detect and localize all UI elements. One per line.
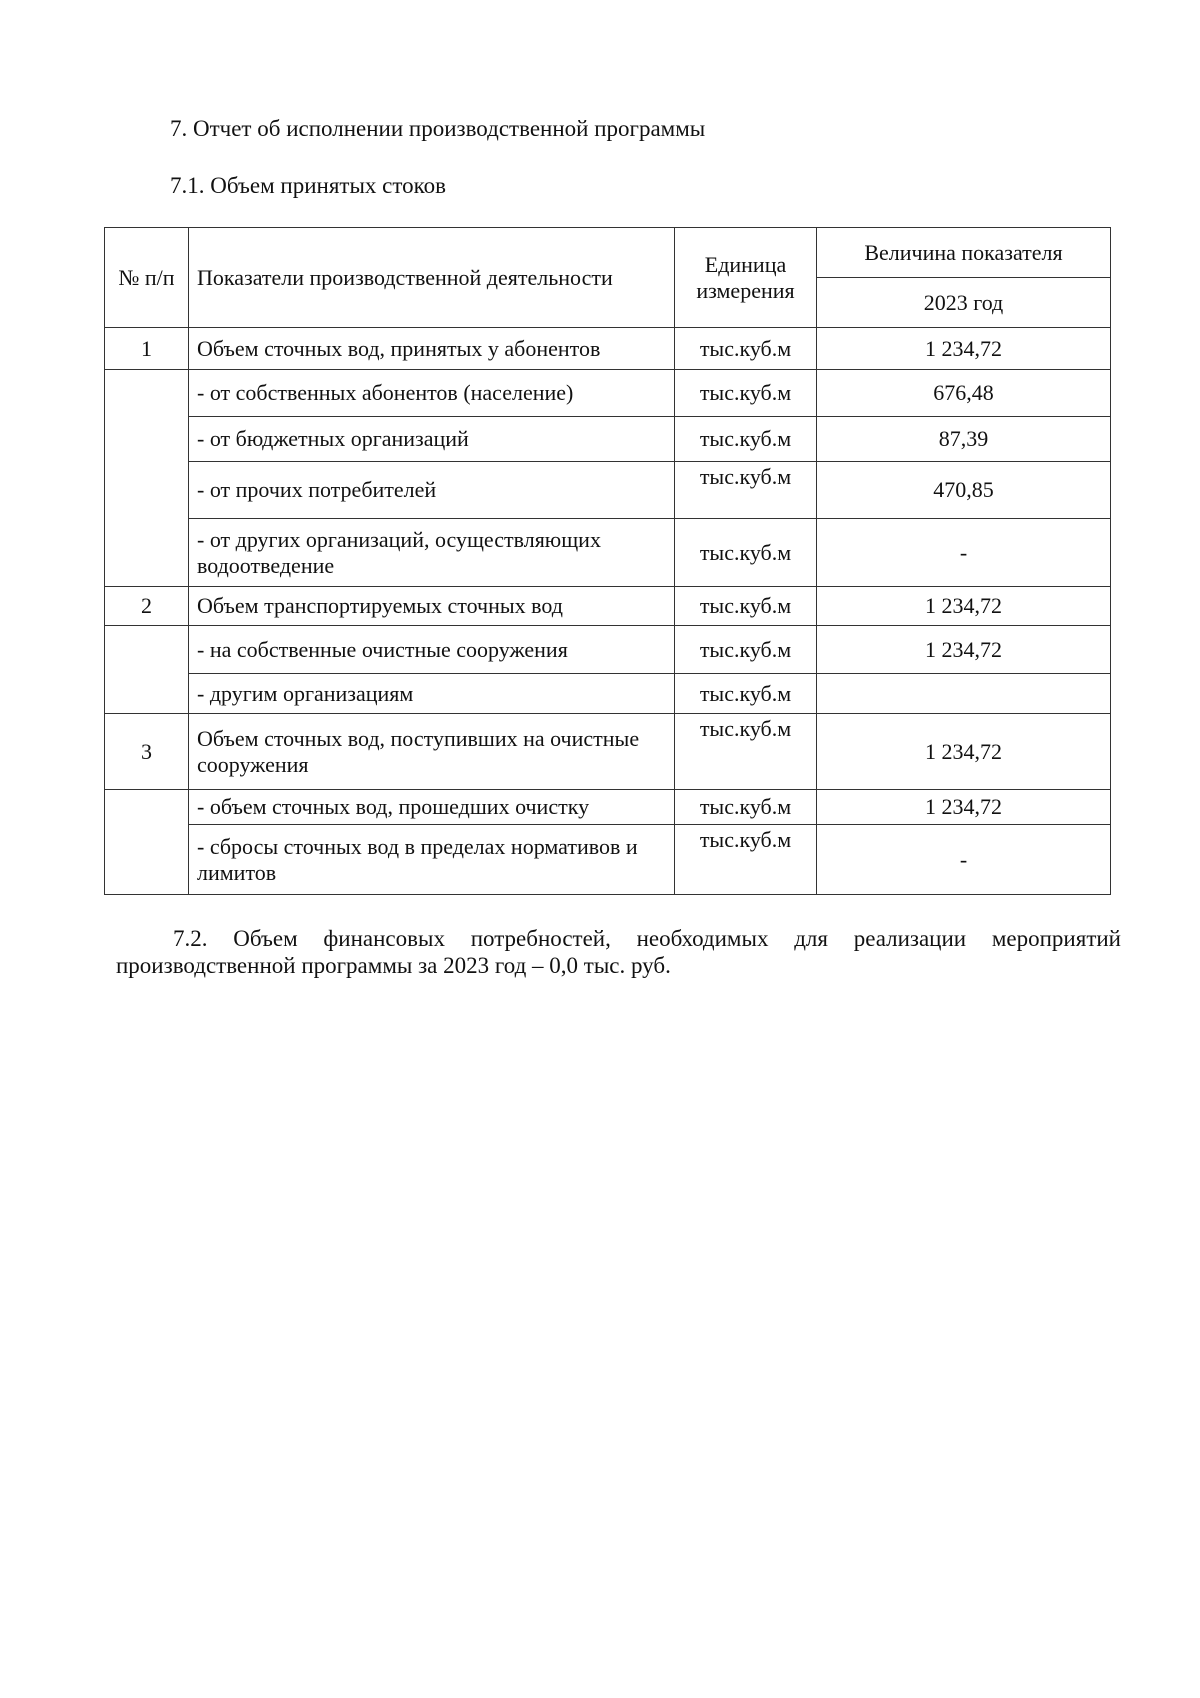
header-indicator: Показатели производственной деятельности [189, 228, 675, 328]
table-row [105, 626, 1111, 674]
row-name: Объем сточных вод, принятых у абонентов [189, 328, 675, 370]
row-num: 1 [105, 328, 189, 370]
row-unit: тыс.куб.м [675, 417, 817, 462]
table-row [105, 462, 1111, 519]
row-name: Объем сточных вод, поступивших на очистные сооружения [189, 714, 675, 790]
row-unit: тыс.куб.м [675, 587, 817, 626]
row-num [105, 626, 189, 714]
row-value: 1 234,72 [817, 714, 1111, 790]
table-row [105, 519, 1111, 587]
financial-needs-paragraph: 7.2. Объем финансовых потребностей, необходимых для реализации мероприятий производственной программы за 2023 год – 0,0 тыс. руб. [116, 926, 1121, 978]
row-unit: тыс.куб.м [675, 328, 817, 370]
table-row [105, 328, 1111, 370]
row-unit: тыс.куб.м [675, 462, 817, 519]
subsection-heading: 7.1. Объем принятых стоков [170, 173, 446, 198]
row-name: - от других организаций, осуществляющих водоотведение [189, 519, 675, 587]
row-unit: тыс.куб.м [675, 825, 817, 895]
row-unit: тыс.куб.м [675, 790, 817, 825]
table-row [105, 825, 1111, 895]
row-name: - сбросы сточных вод в пределах нормативов и лимитов [189, 825, 675, 895]
row-unit: тыс.куб.м [675, 674, 817, 714]
row-num: 3 [105, 714, 189, 790]
row-value: 1 234,72 [817, 328, 1111, 370]
row-value [817, 674, 1111, 714]
header-unit-line2: измерения [696, 277, 795, 303]
table-row [105, 674, 1111, 714]
row-value: - [817, 519, 1111, 587]
header-unit-line1: Единица [704, 251, 787, 277]
table-row [105, 417, 1111, 462]
table-row [105, 790, 1111, 825]
row-value: 1 234,72 [817, 790, 1111, 825]
row-value: 470,85 [817, 462, 1111, 519]
row-value: 87,39 [817, 417, 1111, 462]
table-row [105, 714, 1111, 790]
header-year: 2023 год [817, 278, 1111, 328]
table-header-row [105, 228, 1111, 278]
row-value: 676,48 [817, 370, 1111, 417]
row-name: - на собственные очистные сооружения [189, 626, 675, 674]
row-unit: тыс.куб.м [675, 370, 817, 417]
row-name: - другим организациям [189, 674, 675, 714]
row-name: - от собственных абонентов (население) [189, 370, 675, 417]
row-name: - от прочих потребителей [189, 462, 675, 519]
row-unit: тыс.куб.м [675, 714, 817, 790]
row-name: - от бюджетных организаций [189, 417, 675, 462]
row-value: - [817, 825, 1111, 895]
row-unit: тыс.куб.м [675, 626, 817, 674]
row-unit: тыс.куб.м [675, 519, 817, 587]
header-num: № п/п [105, 228, 189, 328]
row-num [105, 370, 189, 587]
row-num: 2 [105, 587, 189, 626]
row-value: 1 234,72 [817, 587, 1111, 626]
header-unit [675, 228, 817, 328]
section-heading: 7. Отчет об исполнении производственной программы [170, 116, 706, 141]
row-value: 1 234,72 [817, 626, 1111, 674]
wastewater-volume-table [104, 227, 1111, 895]
row-name: - объем сточных вод, прошедших очистку [189, 790, 675, 825]
row-name: Объем транспортируемых сточных вод [189, 587, 675, 626]
table-row [105, 587, 1111, 626]
row-num [105, 790, 189, 895]
header-value-group: Величина показателя [817, 228, 1111, 278]
table-row [105, 370, 1111, 417]
